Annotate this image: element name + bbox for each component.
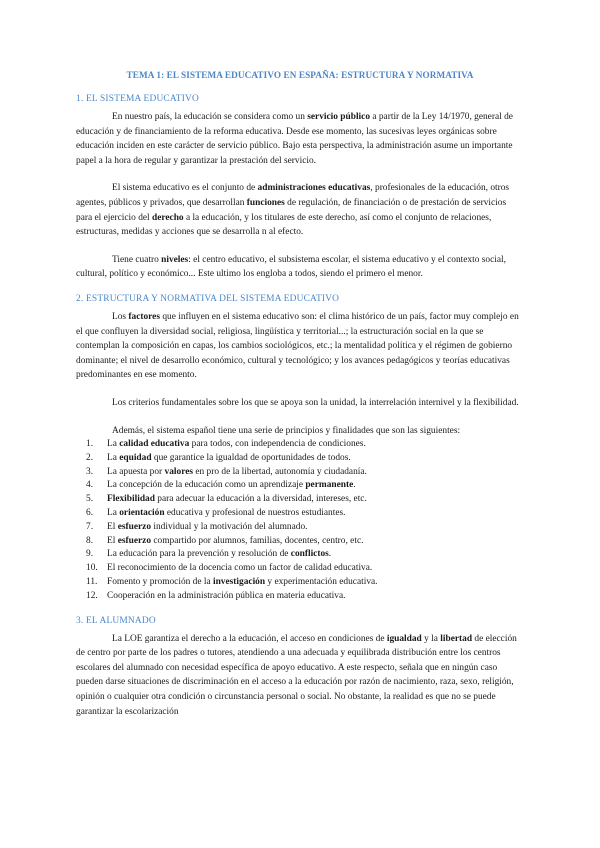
list-number: 7. xyxy=(86,521,94,532)
text-run: La educación para la prevención y resolución de xyxy=(107,549,291,560)
list-number: 3. xyxy=(86,466,94,477)
text-run: , profesionales de la educación, otros agentes, públicos y privados, que desarrollan xyxy=(76,183,510,208)
bold-term: libertad xyxy=(440,633,473,644)
text-run: educativa y profesional de nuestros estudiantes. xyxy=(164,508,346,519)
bold-term: conflictos xyxy=(290,549,329,560)
text-run: que garantice la igualdad de oportunidades de todos. xyxy=(151,452,351,463)
bold-term: orientación xyxy=(119,508,165,519)
bold-term: equidad xyxy=(119,452,152,463)
list-number: 6. xyxy=(86,508,94,519)
text-run: El xyxy=(107,521,118,532)
text-run: Además, el sistema español tiene una serie de principios y finalidades que son las siguientes: xyxy=(112,425,461,436)
bold-term: factores xyxy=(128,311,160,322)
text-run: La xyxy=(107,452,120,463)
bold-term: esfuerzo xyxy=(117,535,152,546)
bold-term: esfuerzo xyxy=(117,521,152,532)
bold-term: administraciones educativas xyxy=(257,183,371,194)
text-run: La concepción de la educación como un aprendizaje xyxy=(107,480,306,491)
bold-term: niveles xyxy=(161,254,189,265)
bold-term: funciones xyxy=(246,197,285,208)
text-run: Cooperación en la administración pública en materia educativa. xyxy=(107,590,346,601)
paragraph xyxy=(76,310,524,383)
bold-term: igualdad xyxy=(386,633,422,644)
text-run: La xyxy=(107,508,120,519)
bold-term: Flexibilidad xyxy=(107,494,155,505)
bold-term: investigación xyxy=(212,577,266,588)
text-run: : el centro educativo, el subsistema escolar, el sistema educativo y el contexto social, cultural, político y económico... Este ultimo los engloba a todos, siendo el primero el menor. xyxy=(76,254,506,280)
text-run: El reconocimiento de la docencia como un factor de calidad educativa. xyxy=(107,563,373,574)
list-number: 12. xyxy=(86,590,98,601)
list-item xyxy=(76,479,524,493)
paragraph xyxy=(76,253,524,282)
list-item xyxy=(76,548,524,562)
list-number: 1. xyxy=(86,439,94,450)
list-item xyxy=(76,438,524,452)
text-run: compartido por alumnos, familias, docentes, centro, etc. xyxy=(151,535,364,546)
list-item xyxy=(76,493,524,507)
section-heading-1: 1. EL SISTEMA EDUCATIVO xyxy=(76,94,199,104)
text-run: En nuestro país, la educación se considera como un xyxy=(112,112,308,122)
paragraph xyxy=(76,632,524,720)
text-run: La LOE garantiza el derecho a la educación, el acceso en condiciones de xyxy=(112,633,387,644)
text-run: de regulación, de financiación o de prestación de servicios para el ejercicio del xyxy=(76,197,507,223)
text-run: Los criterios fundamentales sobre los que se apoya son la unidad, la interrelación internivel y la flexibilidad. xyxy=(112,397,519,408)
text-run: . xyxy=(353,480,356,491)
text-run: Fomento y promoción de la xyxy=(107,577,213,588)
list-item xyxy=(76,535,524,549)
list-number: 4. xyxy=(86,480,94,491)
text-run: Los xyxy=(112,311,129,322)
text-run: y experimentación educativa. xyxy=(265,577,378,588)
paragraph xyxy=(76,424,524,439)
list-number: 5. xyxy=(86,494,94,505)
bold-term: servicio público xyxy=(307,112,371,122)
text-run: El sistema educativo es el conjunto de xyxy=(112,183,258,194)
text-run: . xyxy=(328,549,332,560)
text-run: para adecuar la educación a la diversidad, intereses, etc. xyxy=(154,494,367,505)
list-number: 11. xyxy=(86,577,98,588)
text-run: a la educación, y los titulares de este derecho, así como el conjunto de relaciones, estructuras, medidas y acciones que se desarrolla n al efecto. xyxy=(76,212,492,238)
bold-term: permanente xyxy=(305,480,354,491)
bold-term: calidad educativa xyxy=(119,439,190,450)
text-run: La xyxy=(107,439,120,450)
list-number: 10. xyxy=(86,563,98,574)
text-run: individual y la motivación del alumnado. xyxy=(151,521,308,532)
text-run: en pro de la libertad, autonomía y ciudadanía. xyxy=(193,466,367,477)
list-item xyxy=(76,466,524,480)
list-item xyxy=(76,590,524,604)
list-number: 9. xyxy=(86,549,94,560)
text-run: La apuesta por xyxy=(107,466,165,477)
document-title: TEMA 1: EL SISTEMA EDUCATIVO EN ESPAÑA: ESTRUCTURA Y NORMATIVA xyxy=(126,70,474,80)
bold-term: valores xyxy=(164,466,193,477)
text-run: que influyen en el sistema educativo son: el clima histórico de un país, factor muy complejo en el que confluyen la diversidad social, religiosa, lingüística y territorial...; la estructuración social en la que se contemplan la composición en capas, los cambios sociológicos, etc.; la mentalidad política y el régimen de gobierno dominante; el nivel de desarrollo económico, cultural y tecnológico; y los avances pedagógicos y teorías educativas predominantes en ese momento. xyxy=(76,311,519,381)
list-item xyxy=(76,521,524,535)
text-run: y la xyxy=(421,633,441,644)
list-item xyxy=(76,562,524,576)
list-number: 2. xyxy=(86,452,94,463)
text-run: de elección de centro por parte de los padres o tutores, atendiendo a una adecuada y equilibrada distribución entre los centros escolares del alumnado con necesidad específica de apoyo educativo. A este respecto, señala que en ningún caso pueden darse situaciones de discriminación en el acceso a la educación por razón de nacimiento, raza, sexo, religión, opinión o cualquier otra condición o circunstancia personal o social. No obstante, la realidad es que no se puede garantizar la escolarización xyxy=(76,633,517,717)
section-heading-2: 2. ESTRUCTURA Y NORMATIVA DEL SISTEMA EDUCATIVO xyxy=(76,293,340,304)
list-item xyxy=(76,576,524,590)
paragraph xyxy=(76,110,524,168)
principles-list xyxy=(76,438,524,604)
bold-term: derecho xyxy=(152,212,184,223)
text-run: El xyxy=(107,535,118,546)
text-run: Tiene cuatro xyxy=(112,254,162,265)
list-item xyxy=(76,452,524,466)
text-run: a partir de la Ley 14/1970, general de educación y de financiamiento de la reforma educativa. Desde ese momento, las sucesivas leyes orgánicas sobre educación inciden en este carácter de servicio público. Bajo esta perspectiva, la administración asume un importante papel a la hora de regular y garantizar la prestación del servicio. xyxy=(76,112,513,166)
paragraph xyxy=(76,396,524,411)
section-heading-3: 3. EL ALUMNADO xyxy=(76,615,156,626)
list-item xyxy=(76,507,524,521)
list-number: 8. xyxy=(86,535,94,546)
text-run: para todos, con independencia de condiciones. xyxy=(189,439,366,450)
paragraph xyxy=(76,181,524,239)
